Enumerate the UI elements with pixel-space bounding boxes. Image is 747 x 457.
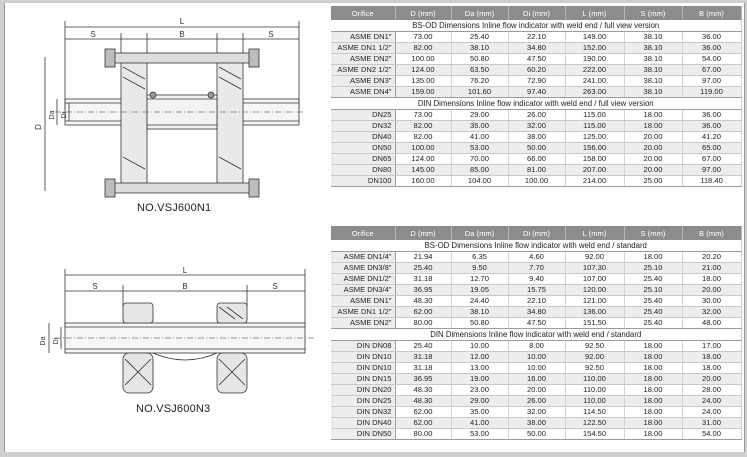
dim-s-left-label-2: S	[92, 282, 98, 291]
value-cell: 67.00	[682, 154, 741, 165]
dim-b-label: B	[179, 30, 185, 39]
value-cell: 54.00	[682, 429, 741, 440]
table-row	[331, 307, 741, 318]
value-cell: 50.00	[508, 429, 565, 440]
value-cell: 149.00	[565, 32, 624, 43]
value-cell: 38.00	[508, 132, 565, 143]
value-cell: 62.00	[395, 307, 451, 318]
value-cell: 92.00	[565, 252, 624, 263]
table-row	[331, 418, 741, 429]
value-cell: 92.50	[565, 363, 624, 374]
value-cell: 31.00	[682, 418, 741, 429]
value-cell: 20.00	[508, 385, 565, 396]
table-header-row	[331, 6, 741, 20]
value-cell: 92.00	[565, 352, 624, 363]
value-cell: 36.00	[682, 121, 741, 132]
value-cell: 25.40	[395, 263, 451, 274]
section-title-row	[331, 240, 741, 252]
value-cell: 48.30	[395, 385, 451, 396]
value-cell: 20.20	[682, 252, 741, 263]
value-cell: 62.00	[395, 407, 451, 418]
col-header-da: Da (mm)	[451, 6, 508, 20]
value-cell: 97.00	[682, 76, 741, 87]
table-row	[331, 318, 741, 329]
value-cell: 47.50	[508, 54, 565, 65]
value-cell: 47.50	[508, 318, 565, 329]
value-cell: 97.40	[508, 87, 565, 98]
table-row	[331, 385, 741, 396]
dim-di-label-2: Di	[53, 337, 60, 345]
value-cell: 41.00	[451, 132, 508, 143]
value-cell: 92.50	[565, 341, 624, 352]
flow-indicator-full-view-drawing	[5, 7, 327, 217]
value-cell: 110.00	[565, 374, 624, 385]
orifice-cell: ASME DN1/2"	[331, 274, 395, 285]
dim-l-label-2: L	[182, 267, 188, 275]
orifice-cell: DN65	[331, 154, 395, 165]
col-header-s: S (mm)	[624, 226, 682, 240]
value-cell: 21.00	[682, 263, 741, 274]
drawing-vsj600n1	[5, 7, 327, 217]
orifice-cell: ASME DN3"	[331, 76, 395, 87]
value-cell: 18.00	[624, 429, 682, 440]
value-cell: 18.00	[624, 363, 682, 374]
col-header-di: Di (mm)	[508, 6, 565, 20]
value-cell: 18.00	[682, 352, 741, 363]
value-cell: 25.40	[624, 307, 682, 318]
value-cell: 8.00	[508, 341, 565, 352]
value-cell: 38.10	[624, 43, 682, 54]
orifice-cell: ASME DN2 1/2"	[331, 65, 395, 76]
value-cell: 190.00	[565, 54, 624, 65]
orifice-cell: ASME DN1/4"	[331, 252, 395, 263]
catalog-sheet	[4, 3, 745, 452]
value-cell: 35.00	[451, 407, 508, 418]
value-cell: 82.00	[395, 132, 451, 143]
dim-s-right-label-2: S	[272, 282, 278, 291]
orifice-cell: DIN DN20	[331, 385, 395, 396]
value-cell: 124.00	[395, 65, 451, 76]
section-title: BS-OD Dimensions Inline flow indicator with weld end / full view version	[331, 20, 741, 32]
col-header-d: D (mm)	[395, 6, 451, 20]
value-cell: 263.00	[565, 87, 624, 98]
orifice-cell: DIN DN50	[331, 429, 395, 440]
orifice-cell: ASME DN4"	[331, 87, 395, 98]
value-cell: 26.00	[508, 396, 565, 407]
value-cell: 67.00	[682, 65, 741, 76]
value-cell: 222.00	[565, 65, 624, 76]
value-cell: 24.00	[682, 407, 741, 418]
section-title-row	[331, 98, 741, 110]
value-cell: 158.00	[565, 154, 624, 165]
value-cell: 156.00	[565, 143, 624, 154]
table-row	[331, 54, 741, 65]
orifice-cell: DIN DN32	[331, 407, 395, 418]
value-cell: 25.00	[624, 176, 682, 187]
value-cell: 9.50	[451, 263, 508, 274]
value-cell: 18.00	[624, 385, 682, 396]
value-cell: 38.10	[624, 87, 682, 98]
orifice-cell: ASME DN2"	[331, 318, 395, 329]
value-cell: 214.00	[565, 176, 624, 187]
value-cell: 48.00	[682, 318, 741, 329]
value-cell: 241.00	[565, 76, 624, 87]
drawing-caption-vsj600n3: NO.VSJ600N3	[136, 403, 211, 415]
value-cell: 7.70	[508, 263, 565, 274]
value-cell: 25.40	[395, 341, 451, 352]
value-cell: 104.00	[451, 176, 508, 187]
orifice-cell: DIN DN25	[331, 396, 395, 407]
table-row	[331, 154, 741, 165]
value-cell: 25.10	[624, 285, 682, 296]
value-cell: 16.00	[508, 374, 565, 385]
orifice-cell: ASME DN2"	[331, 54, 395, 65]
value-cell: 25.40	[624, 274, 682, 285]
value-cell: 53.00	[451, 429, 508, 440]
value-cell: 38.10	[451, 307, 508, 318]
col-header-b: B (mm)	[682, 6, 741, 20]
value-cell: 135.00	[395, 76, 451, 87]
value-cell: 23.00	[451, 385, 508, 396]
table-header-row	[331, 226, 741, 240]
value-cell: 82.00	[395, 43, 451, 54]
table-row	[331, 352, 741, 363]
section-title-row	[331, 329, 741, 341]
value-cell: 38.10	[624, 65, 682, 76]
value-cell: 18.00	[624, 110, 682, 121]
orifice-cell: DN100	[331, 176, 395, 187]
value-cell: 29.00	[451, 110, 508, 121]
value-cell: 35.00	[451, 121, 508, 132]
value-cell: 118.40	[682, 176, 741, 187]
table-row	[331, 43, 741, 54]
value-cell: 36.95	[395, 374, 451, 385]
value-cell: 18.00	[624, 374, 682, 385]
value-cell: 17.00	[682, 341, 741, 352]
value-cell: 100.00	[395, 54, 451, 65]
value-cell: 159.00	[395, 87, 451, 98]
value-cell: 20.00	[624, 165, 682, 176]
value-cell: 24.00	[682, 396, 741, 407]
orifice-cell: DN40	[331, 132, 395, 143]
value-cell: 160.00	[395, 176, 451, 187]
value-cell: 38.00	[508, 418, 565, 429]
value-cell: 18.00	[624, 396, 682, 407]
value-cell: 66.00	[508, 154, 565, 165]
table-row	[331, 32, 741, 43]
section-title: DIN Dimensions Inline flow indicator with weld end / full view version	[331, 98, 741, 110]
value-cell: 31.18	[395, 352, 451, 363]
value-cell: 9.40	[508, 274, 565, 285]
table-row	[331, 285, 741, 296]
value-cell: 115.00	[565, 110, 624, 121]
value-cell: 15.75	[508, 285, 565, 296]
value-cell: 80.00	[395, 318, 451, 329]
table-row	[331, 132, 741, 143]
table-row	[331, 252, 741, 263]
value-cell: 18.00	[682, 363, 741, 374]
dim-d-label: D	[34, 124, 43, 130]
drawing-vsj600n3	[5, 267, 327, 407]
value-cell: 30.00	[682, 296, 741, 307]
value-cell: 70.00	[451, 154, 508, 165]
value-cell: 48.30	[395, 296, 451, 307]
value-cell: 31.18	[395, 363, 451, 374]
table-row	[331, 121, 741, 132]
value-cell: 151.50	[565, 318, 624, 329]
value-cell: 32.00	[682, 307, 741, 318]
value-cell: 13.00	[451, 363, 508, 374]
section-title-row	[331, 20, 741, 32]
value-cell: 82.00	[395, 121, 451, 132]
value-cell: 48.30	[395, 396, 451, 407]
value-cell: 50.00	[508, 143, 565, 154]
orifice-cell: DIN DN40	[331, 418, 395, 429]
value-cell: 38.10	[624, 54, 682, 65]
value-cell: 124.00	[395, 154, 451, 165]
value-cell: 50.80	[451, 54, 508, 65]
value-cell: 18.00	[682, 274, 741, 285]
dim-s-right-label: S	[268, 30, 274, 39]
col-header-s: S (mm)	[624, 6, 682, 20]
col-header-b: B (mm)	[682, 226, 741, 240]
value-cell: 62.00	[395, 418, 451, 429]
value-cell: 34.80	[508, 43, 565, 54]
value-cell: 125.00	[565, 132, 624, 143]
value-cell: 25.10	[624, 263, 682, 274]
value-cell: 72.90	[508, 76, 565, 87]
table-row	[331, 429, 741, 440]
orifice-cell: DIN DN10	[331, 363, 395, 374]
drawing-caption-vsj600n1: NO.VSJ600N1	[137, 202, 212, 214]
flow-indicator-standard-drawing	[5, 267, 327, 407]
value-cell: 65.00	[682, 143, 741, 154]
table-row	[331, 341, 741, 352]
col-header-da: Da (mm)	[451, 226, 508, 240]
table-row	[331, 65, 741, 76]
col-header-orifice: Orifice	[331, 6, 395, 20]
value-cell: 18.00	[624, 252, 682, 263]
value-cell: 50.80	[451, 318, 508, 329]
value-cell: 119.00	[682, 87, 741, 98]
value-cell: 18.00	[624, 418, 682, 429]
orifice-cell: DIN DN15	[331, 374, 395, 385]
orifice-cell: ASME DN1 1/2"	[331, 307, 395, 318]
value-cell: 152.00	[565, 43, 624, 54]
value-cell: 21.94	[395, 252, 451, 263]
dim-da-label-2: Da	[40, 336, 47, 346]
section-title: BS-OD Dimensions Inline flow indicator with weld end / standard	[331, 240, 741, 252]
value-cell: 20.00	[624, 154, 682, 165]
orifice-cell: DN80	[331, 165, 395, 176]
table-row	[331, 87, 741, 98]
col-header-d: D (mm)	[395, 226, 451, 240]
value-cell: 32.00	[508, 121, 565, 132]
value-cell: 31.18	[395, 274, 451, 285]
value-cell: 120.00	[565, 285, 624, 296]
value-cell: 25.40	[451, 32, 508, 43]
value-cell: 145.00	[395, 165, 451, 176]
value-cell: 100.00	[508, 176, 565, 187]
value-cell: 25.40	[624, 318, 682, 329]
dim-b-label-2: B	[182, 282, 188, 291]
dim-s-left-label: S	[90, 30, 96, 39]
value-cell: 22.10	[508, 296, 565, 307]
table-row	[331, 374, 741, 385]
value-cell: 18.00	[624, 352, 682, 363]
orifice-cell: ASME DN3/4"	[331, 285, 395, 296]
spec-table-full-view	[331, 6, 742, 187]
value-cell: 4.60	[508, 252, 565, 263]
value-cell: 20.00	[682, 374, 741, 385]
table-row	[331, 110, 741, 121]
table-row	[331, 143, 741, 154]
value-cell: 110.00	[565, 385, 624, 396]
table-row	[331, 176, 741, 187]
table-row	[331, 165, 741, 176]
dim-di-label: Di	[61, 111, 68, 119]
value-cell: 12.70	[451, 274, 508, 285]
table-row	[331, 363, 741, 374]
orifice-cell: ASME DN3/8"	[331, 263, 395, 274]
value-cell: 38.10	[451, 43, 508, 54]
value-cell: 101.60	[451, 87, 508, 98]
value-cell: 115.00	[565, 121, 624, 132]
table-row	[331, 263, 741, 274]
value-cell: 80.00	[395, 429, 451, 440]
spec-table-standard	[331, 226, 742, 440]
value-cell: 26.00	[508, 110, 565, 121]
value-cell: 60.20	[508, 65, 565, 76]
value-cell: 38.10	[624, 76, 682, 87]
orifice-cell: DIN DN10	[331, 352, 395, 363]
value-cell: 154.50	[565, 429, 624, 440]
table-row	[331, 274, 741, 285]
col-header-di: Di (mm)	[508, 226, 565, 240]
value-cell: 38.10	[624, 32, 682, 43]
value-cell: 10.00	[451, 341, 508, 352]
table-row	[331, 76, 741, 87]
value-cell: 100.00	[395, 143, 451, 154]
value-cell: 19.00	[451, 374, 508, 385]
value-cell: 34.80	[508, 307, 565, 318]
value-cell: 20.00	[624, 143, 682, 154]
value-cell: 25.40	[624, 296, 682, 307]
table-row	[331, 296, 741, 307]
value-cell: 207.00	[565, 165, 624, 176]
orifice-cell: DN25	[331, 110, 395, 121]
value-cell: 36.00	[682, 110, 741, 121]
dim-da-label: Da	[49, 110, 56, 120]
col-header-l: L (mm)	[565, 226, 624, 240]
orifice-cell: DN50	[331, 143, 395, 154]
col-header-l: L (mm)	[565, 6, 624, 20]
value-cell: 136.00	[565, 307, 624, 318]
value-cell: 63.50	[451, 65, 508, 76]
value-cell: 36.00	[682, 32, 741, 43]
value-cell: 53.00	[451, 143, 508, 154]
section-title: DIN Dimensions Inline flow indicator with weld end / standard	[331, 329, 741, 341]
table-row	[331, 407, 741, 418]
value-cell: 41.20	[682, 132, 741, 143]
value-cell: 85.00	[451, 165, 508, 176]
value-cell: 36.95	[395, 285, 451, 296]
value-cell: 54.00	[682, 54, 741, 65]
value-cell: 32.00	[508, 407, 565, 418]
value-cell: 12.00	[451, 352, 508, 363]
value-cell: 76.20	[451, 76, 508, 87]
value-cell: 110.00	[565, 396, 624, 407]
orifice-cell: ASME DN1 1/2"	[331, 43, 395, 54]
value-cell: 20.00	[682, 285, 741, 296]
value-cell: 20.00	[624, 132, 682, 143]
value-cell: 41.00	[451, 418, 508, 429]
value-cell: 10.00	[508, 352, 565, 363]
table-row	[331, 396, 741, 407]
value-cell: 28.00	[682, 385, 741, 396]
value-cell: 36.00	[682, 43, 741, 54]
value-cell: 6.35	[451, 252, 508, 263]
orifice-cell: ASME DN1"	[331, 32, 395, 43]
value-cell: 29.00	[451, 396, 508, 407]
orifice-cell: DIN DN08	[331, 341, 395, 352]
value-cell: 107.30	[565, 263, 624, 274]
value-cell: 73.00	[395, 110, 451, 121]
value-cell: 97.00	[682, 165, 741, 176]
dim-l-label: L	[179, 17, 185, 26]
value-cell: 10.00	[508, 363, 565, 374]
value-cell: 22.10	[508, 32, 565, 43]
value-cell: 24.40	[451, 296, 508, 307]
orifice-cell: ASME DN1"	[331, 296, 395, 307]
value-cell: 19.05	[451, 285, 508, 296]
value-cell: 18.00	[624, 121, 682, 132]
orifice-cell: DN32	[331, 121, 395, 132]
value-cell: 114.50	[565, 407, 624, 418]
value-cell: 18.00	[624, 407, 682, 418]
value-cell: 122.50	[565, 418, 624, 429]
value-cell: 107.00	[565, 274, 624, 285]
col-header-orifice: Orifice	[331, 226, 395, 240]
value-cell: 18.00	[624, 341, 682, 352]
value-cell: 73.00	[395, 32, 451, 43]
value-cell: 81.00	[508, 165, 565, 176]
value-cell: 121.00	[565, 296, 624, 307]
